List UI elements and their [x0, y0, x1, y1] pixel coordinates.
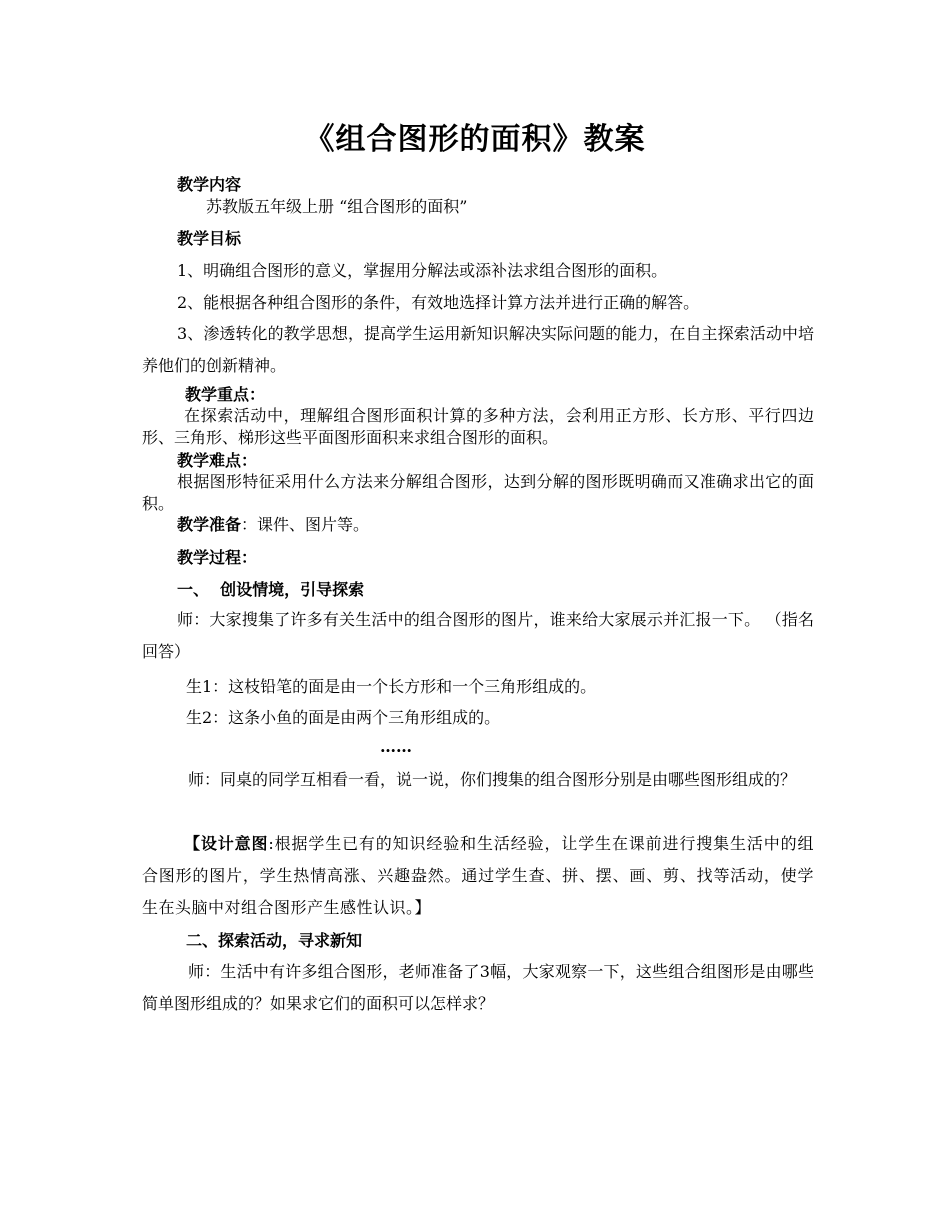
design-label: 【设计意图: [184, 834, 269, 853]
section1-student-line-2: 生2：这条小鱼的面是由两个三角形组成的。: [186, 708, 501, 727]
goals-heading: 教学目标: [177, 229, 242, 248]
design-intent: [142, 828, 814, 924]
goal-item-2: 2、能根据各种组合图形的条件，有效地选择计算方法并进行正确的解答。: [177, 293, 700, 312]
process-heading: 教学过程：: [177, 548, 258, 567]
key-text: 在探索活动中，理解组合图形面积计算的多种方法，会利用正方形、长方形、平行四边形、三角形、梯形这些平面图形面积来求组合图形的面积。: [142, 406, 814, 447]
section1-teacher-line-1: 师：大家搜集了许多有关生活中的组合图形的图片，谁来给大家展示并汇报一下。 （指名回答）: [142, 610, 814, 661]
difficulty-text: 根据图形特征采用什么方法来分解组合图形，达到分解的图形既明确而又准确求出它的面积。: [142, 472, 814, 513]
section1-heading: 一、 创设情境，引导探索: [177, 580, 365, 599]
content-text: 苏教版五年级上册 “组合图形的面积”: [206, 197, 468, 216]
section1-student-line-1: 生1：这枝铅笔的面是由一个长方形和一个三角形组成的。: [186, 677, 597, 696]
prep-heading: 教学准备: [177, 515, 242, 534]
document-title: 《组合图形的面积》教案: [304, 122, 646, 157]
section2-heading: 二、探索活动，寻求新知: [186, 931, 363, 950]
difficulty-heading: 教学难点：: [177, 451, 258, 470]
design-text: :根据学生已有的知识经验和生活经验，让学生在课前进行搜集生活中的组合图形的图片，学生热情高涨、兴趣盎然。通过学生查、拼、摆、画、剪、找等活动，使学生在头脑中对组合图形产生感性认识。】: [142, 834, 814, 917]
prep-line: [177, 515, 369, 535]
content-heading: 教学内容: [177, 175, 242, 194]
section1-teacher-line-2: 师：同桌的同学互相看一看，说一说，你们搜集的组合图形分别是由哪些图形组成的？: [188, 770, 797, 789]
prep-text: ：课件、图片等。: [241, 515, 370, 534]
section2-teacher-line: 师：生活中有许多组合图形，老师准备了3幅，大家观察一下，这些组合组图形是由哪些简单图形组成的？如果求它们的面积可以怎样求？: [142, 962, 814, 1013]
section1-ellipsis: ……: [380, 737, 412, 756]
goal-item-1: 1、明确组合图形的意义，掌握用分解法或添补法求组合图形的面积。: [177, 261, 668, 280]
goal-item-3: 3、渗透转化的教学思想，提高学生运用新知识解决实际问题的能力，在自主探索活动中培养他们的创新精神。: [142, 324, 814, 375]
key-heading: 教学重点：: [185, 385, 266, 404]
